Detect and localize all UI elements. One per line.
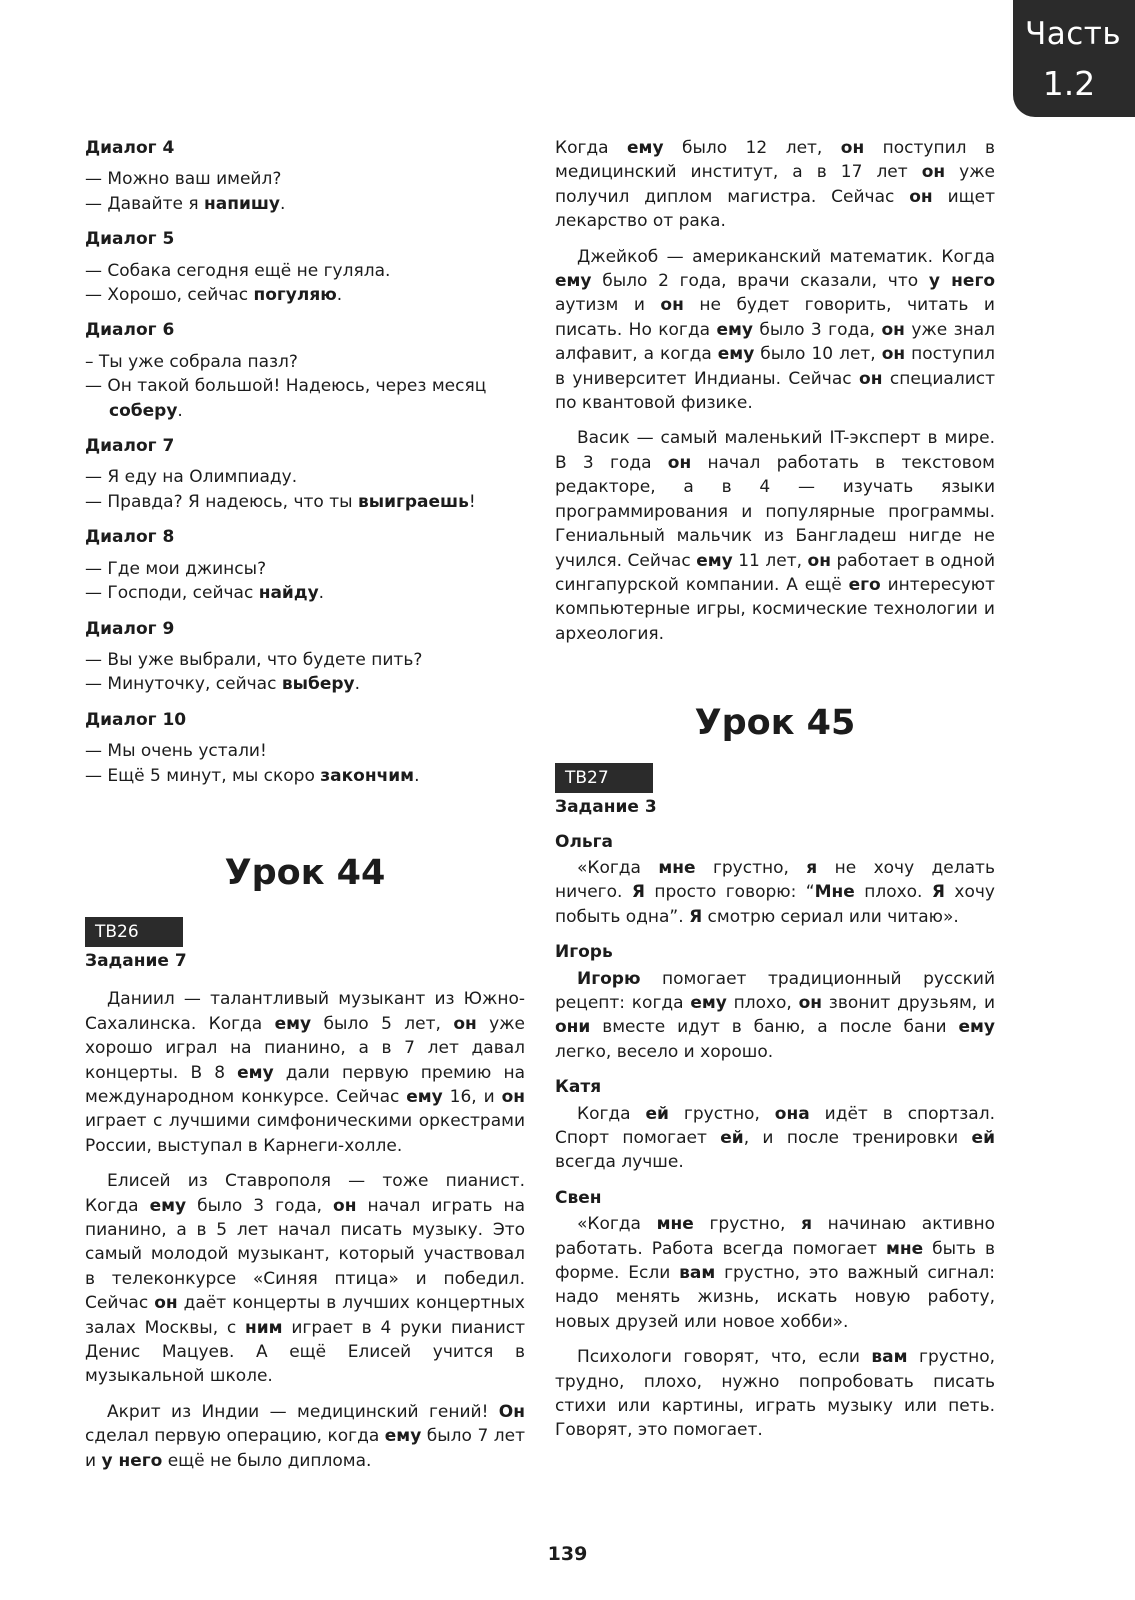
bold-word: ему	[237, 1062, 274, 1083]
speaker-name: Катя	[555, 1077, 602, 1098]
text-run: играет в 4 руки пианист Денис Мацуев. А ещё Елисей учится в музыкальной школе.	[85, 1317, 525, 1387]
bold-word: он	[453, 1013, 477, 1034]
text-run: ещё не было диплома.	[162, 1450, 372, 1471]
bold-word: он	[798, 992, 823, 1013]
speaker-block	[555, 940, 995, 1064]
dialog-line	[85, 167, 525, 191]
bold-word: ему	[274, 1013, 312, 1034]
text-run: Когда	[577, 1103, 646, 1124]
dialog-line	[85, 350, 525, 374]
dialog-line	[85, 192, 525, 216]
dialog-heading: Диалог 7	[85, 436, 175, 457]
bold-word: он	[840, 138, 865, 158]
speaker-text	[555, 1212, 995, 1334]
bold-word: она	[774, 1103, 810, 1124]
text-run: — Правда? Я надеюсь, что ты	[85, 491, 358, 512]
text-run: Васик — самый маленький IT-эксперт в мире. В 3 года	[555, 428, 995, 473]
text-run: — Вы уже выбрали, что будете пить?	[85, 649, 423, 670]
text-run: Елисей из Ставрополя — тоже пианист. Когда	[85, 1171, 525, 1216]
text-run: быть в форме. Если	[555, 1238, 995, 1284]
text-run: !	[468, 491, 476, 512]
text-run: поступил в медицинский институт, а в 17 лет	[555, 138, 995, 183]
dialog-block	[85, 318, 525, 423]
text-run: Джейкоб — американский математик. Когда	[577, 246, 995, 267]
text-run: — Хорошо, сейчас	[85, 285, 254, 306]
lesson-45-title: Урок 45	[694, 703, 856, 744]
text-run: было 10 лет,	[754, 344, 882, 365]
right-top-text	[555, 136, 995, 646]
text-run: уже получил диплом магистра. Сейчас	[555, 162, 995, 207]
dialog-heading: Диалог 8	[85, 527, 175, 548]
text-run: помогает традиционный русский рецепт: когда	[555, 968, 995, 1013]
right-column	[555, 136, 995, 1454]
text-run: грустно,	[668, 1103, 775, 1124]
text-run: специалист по квантовой физике.	[555, 368, 995, 414]
text-run: плохо,	[726, 992, 799, 1013]
bold-word: мне	[658, 857, 696, 878]
speaker-block	[555, 830, 995, 930]
text-run: идёт в спортзал. Спорт помогает	[555, 1103, 995, 1148]
text-run: плохо.	[854, 882, 932, 903]
tb26-badge: ТВ26	[85, 917, 183, 947]
task-7-heading: Задание 7	[85, 950, 187, 971]
lesson-paragraph	[555, 245, 995, 416]
dialog-line	[85, 465, 525, 489]
text-run: грустно, трудно, плохо, нужно попробовать писать стихи или картины, играть музыку или петь. Говорят, это помогает.	[555, 1347, 995, 1441]
text-run: .	[336, 285, 343, 306]
bold-word: он	[909, 186, 933, 207]
bold-word: ему	[406, 1086, 443, 1107]
text-run: — Мы очень устали!	[85, 741, 267, 762]
dialog-block	[85, 227, 525, 307]
text-run: — Давайте я	[85, 193, 204, 214]
text-run: грустно,	[693, 1214, 802, 1235]
part-number: 1.2	[1042, 64, 1096, 103]
text-run: было 12 лет,	[663, 138, 841, 158]
text-run: сделал первую операцию, когда	[85, 1426, 385, 1447]
bold-word: он	[501, 1086, 525, 1107]
left-column	[85, 136, 525, 1484]
bold-word: мне	[885, 1238, 924, 1259]
dialog-heading: Диалог 4	[85, 138, 175, 158]
bold-word: он	[881, 344, 906, 365]
bold-word: погуляю	[253, 285, 337, 306]
part-tab	[1013, 0, 1135, 117]
bold-word: ему	[384, 1426, 422, 1447]
bold-word: ему	[958, 1017, 995, 1038]
bold-word: ему	[716, 319, 753, 340]
dialog-line	[85, 672, 525, 696]
text-run: «Когда	[577, 857, 659, 878]
dialog-block	[85, 136, 525, 216]
text-run: — Где мои джинсы?	[85, 558, 267, 579]
text-run: не будет говорить, читать и писать. Но когда	[555, 295, 995, 340]
text-run: 16, и	[442, 1086, 502, 1107]
dialog-line	[85, 374, 525, 423]
text-run: — Собака сегодня ещё не гуляла.	[85, 260, 391, 281]
text-run: Акрит из Индии — медицинский гений!	[107, 1401, 499, 1422]
tb27-badge: ТВ27	[555, 763, 653, 793]
bold-word: у него	[928, 271, 996, 292]
bold-word: он	[333, 1195, 357, 1216]
lesson-paragraph	[555, 136, 995, 234]
dialog-line	[85, 739, 525, 763]
lesson-paragraph	[85, 1169, 525, 1389]
bold-word: он	[667, 452, 692, 473]
lesson-paragraph	[555, 426, 995, 646]
bold-word: ему	[627, 138, 664, 158]
bold-word: он	[921, 162, 946, 183]
speaker-block	[555, 1186, 995, 1334]
dialog-line	[85, 259, 525, 283]
bold-word: ему	[555, 271, 592, 292]
bold-word: Игорю	[577, 968, 641, 989]
bold-word: ним	[245, 1317, 283, 1338]
bold-word: Я	[931, 882, 945, 903]
dialog-heading: Диалог 6	[85, 320, 175, 341]
bold-word: напишу	[203, 193, 280, 214]
text-run: было 7 лет и	[85, 1426, 525, 1471]
dialog-line	[85, 283, 525, 307]
dialog-block	[85, 617, 525, 697]
bold-word: я	[806, 857, 818, 878]
bold-word: он	[859, 368, 883, 389]
text-run: хочу побыть одна”.	[555, 882, 995, 927]
text-run: уже знал алфавит, а когда	[555, 319, 996, 365]
bold-word: ей	[645, 1103, 669, 1124]
speaker-text	[555, 856, 995, 929]
text-run: играет с лучшими симфоническими оркестрами России, выступал в Карнеги-холле.	[85, 1111, 525, 1156]
text-run: .	[318, 583, 325, 604]
text-run: не хочу делать ничего.	[555, 857, 995, 903]
text-run: уже хорошо играл на пианино, а в 7 лет давал концерты. В 8	[85, 1013, 525, 1083]
text-run: грустно,	[695, 857, 807, 878]
part-label: Часть	[1025, 16, 1122, 52]
text-run: Даниил — талантливый музыкант из Южно-Сахалинска. Когда	[85, 989, 525, 1034]
lesson-paragraph	[85, 1400, 525, 1473]
speaker-text	[555, 1102, 995, 1175]
dialog-line	[85, 557, 525, 581]
bold-word: вам	[679, 1263, 716, 1284]
bold-word: выиграешь	[357, 491, 469, 512]
text-run: начинаю активно работать. Работа всегда помогает	[555, 1214, 995, 1259]
text-run: — Минуточку, сейчас	[85, 674, 282, 695]
bold-word: его	[848, 574, 881, 595]
text-run: – Ты уже собрала пазл?	[85, 351, 298, 372]
lesson-paragraph	[85, 987, 525, 1158]
text-run: , и после тренировки	[743, 1128, 972, 1148]
task-3-heading: Задание 3	[555, 797, 657, 818]
text-run: Психологи говорят, что, если	[577, 1347, 872, 1368]
text-run: всегда лучше.	[555, 1152, 684, 1173]
text-run: — Ещё 5 минут, мы скоро	[85, 765, 321, 786]
text-run: .	[414, 765, 420, 786]
bold-word: Мне	[814, 882, 855, 903]
dialog-block	[85, 708, 525, 788]
dialog-heading: Диалог 9	[85, 618, 175, 639]
text-run: — Я еду на Олимпиаду.	[85, 467, 298, 488]
text-run: вместе идут в баню, а после бани	[590, 1017, 959, 1038]
bold-word: они	[555, 1017, 591, 1038]
dialog-block	[85, 525, 525, 605]
bold-word: ей	[971, 1128, 995, 1148]
speaker-text	[555, 967, 995, 1065]
dialog-line	[85, 648, 525, 672]
dialogs	[85, 136, 525, 788]
speakers	[555, 830, 995, 1335]
closing-paragraph	[555, 1345, 995, 1443]
speaker-name: Ольга	[555, 831, 614, 852]
bold-word: Я	[631, 882, 645, 903]
text-run: .	[280, 193, 286, 214]
bold-word: соберу	[109, 400, 178, 421]
text-run: поступил в университет Индианы. Сейчас	[555, 344, 995, 389]
text-run: .	[177, 400, 183, 421]
bold-word: выберу	[281, 674, 355, 695]
page-number: 139	[547, 1543, 588, 1565]
dialog-line	[85, 764, 525, 788]
text-run: даёт концерты в лучших концертных залах Москвы, с	[85, 1293, 525, 1338]
speaker-block	[555, 1075, 995, 1175]
speaker-name: Игорь	[555, 942, 613, 963]
text-run: было 2 года, врачи сказали, что	[591, 271, 929, 292]
bold-word: Он	[498, 1401, 525, 1422]
text-run: звонит друзьям, и	[822, 992, 995, 1013]
bold-word: ему	[696, 550, 733, 571]
text-run: легко, весело и хорошо.	[555, 1041, 774, 1062]
lesson-44-title: Урок 44	[224, 852, 386, 893]
text-run: аутизм и	[555, 295, 661, 316]
bold-word: вам	[871, 1347, 908, 1368]
text-run: ищет лекарство от рака.	[555, 186, 996, 232]
bold-word: я	[801, 1214, 813, 1235]
text-run: дали первую премию на международном конкурсе. Сейчас	[85, 1062, 525, 1107]
bold-word: найду	[258, 583, 319, 604]
text-run: .	[354, 674, 361, 695]
speaker-name: Свен	[555, 1187, 602, 1208]
text-run: работает в одной сингапурской компании. А ещё	[555, 550, 995, 595]
bold-word: мне	[656, 1214, 694, 1235]
bold-word: ему	[149, 1195, 187, 1216]
dialog-block	[85, 434, 525, 514]
text-run: интересуют компьютерные игры, космические технологии и археология.	[555, 574, 995, 644]
bold-word: закончим	[320, 765, 415, 786]
text-run: — Он такой большой! Надеюсь, через месяц	[85, 376, 487, 397]
text-run: просто говорю: “	[644, 882, 815, 903]
bold-word: у него	[101, 1450, 163, 1471]
dialog-heading: Диалог 10	[85, 709, 187, 730]
text-run: было 3 года,	[186, 1195, 334, 1216]
text-run: начал играть на пианино, а в 5 лет начал писать музыку. Это самый молодой музыкант, который участвовал в телеконкурсе «Синяя птица» и победил. Сейчас	[85, 1195, 526, 1314]
dialog-heading: Диалог 5	[85, 229, 175, 250]
lesson-44-text	[85, 987, 525, 1473]
text-run: «Когда	[577, 1214, 657, 1235]
text-run: было 5 лет,	[311, 1013, 454, 1034]
dialog-line	[85, 490, 525, 514]
bold-word: он	[660, 295, 684, 316]
text-run: 11 лет,	[732, 550, 808, 571]
text-run: смотрю сериал или читаю».	[702, 906, 959, 927]
text-run: было 3 года,	[752, 319, 882, 340]
bold-word: ей	[720, 1128, 744, 1148]
bold-word: он	[881, 319, 905, 340]
bold-word: он	[154, 1293, 178, 1314]
bold-word: ему	[717, 344, 755, 365]
dialog-line	[85, 581, 525, 605]
text-run: Когда	[555, 138, 628, 158]
text-run: — Можно ваш имейл?	[85, 169, 282, 190]
bold-word: ему	[690, 992, 727, 1013]
text-run: грустно, это важный сигнал: надо менять жизнь, искать новую работу, новых друзей или новое хобби».	[555, 1263, 995, 1332]
text-run: начал работать в текстовом редакторе, а в 4 — изучать языки программирования и популярные программы. Гениальный мальчик из Бангладеш нигде не учился. Сейчас	[555, 452, 995, 571]
bold-word: Я	[689, 906, 703, 927]
text-run: — Господи, сейчас	[85, 583, 259, 604]
bold-word: он	[807, 550, 831, 571]
